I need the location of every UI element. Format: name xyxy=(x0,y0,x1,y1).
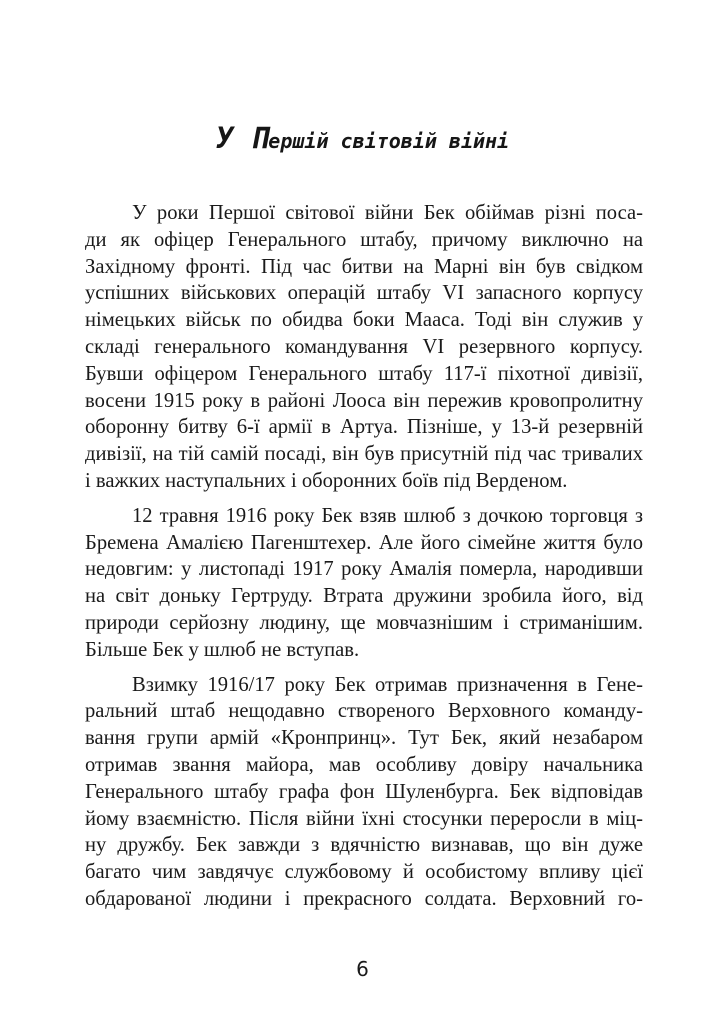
paragraph xyxy=(85,672,643,913)
text-line: восени 1915 року в районі Лооса він пережив кровопролитну xyxy=(85,389,643,412)
paragraph xyxy=(85,503,643,664)
text-line: успішних військових операцій штабу VI запасного корпусу xyxy=(85,282,643,305)
text-line: Генерального штабу графа фон Шуленбурга. Бек відповідав xyxy=(85,780,643,803)
text-line: німецьких військ по обидва боки Мааса. Тоді він служив у xyxy=(85,309,643,332)
chapter-title-rest: ершій світовій війні xyxy=(268,129,510,153)
text-line: У роки Першої світової війни Бек обіймав різні поса- xyxy=(132,202,643,224)
text-line: вання групи армій «Кронпринц». Тут Бек, який незабаром xyxy=(85,727,643,750)
text-line: недовгим: у листопаді 1917 року Амалія померла, народивши xyxy=(85,558,643,581)
chapter-title xyxy=(0,118,725,156)
chapter-title-initial: У xyxy=(215,121,251,155)
text-line: складі генерального командування VI резервного корпусу. xyxy=(85,335,643,358)
text-line: Більше Бек у шлюб не вступав. xyxy=(85,638,360,661)
page-number: 6 xyxy=(356,957,369,981)
text-line: і важких наступальних і оборонних боїв під Верденом. xyxy=(85,469,568,492)
text-line: йому взаємністю. Після війни їхні стосунки переросли в міц- xyxy=(85,807,643,830)
text-line: Західному фронті. Під час битви на Марні він був свідком xyxy=(85,255,643,278)
paragraph xyxy=(85,200,643,495)
text-line: обдарованої людини і прекрасного солдата. Верховний го- xyxy=(85,887,643,910)
text-line: Бувши офіцером Генерального штабу 117-ї піхотної дивізії, xyxy=(85,362,643,385)
text-line: отримав звання майора, мав особливу довіру начальника xyxy=(85,753,643,776)
text-line: ди як офіцер Генерального штабу, причому виключно на xyxy=(85,228,643,251)
chapter-title-capital: П xyxy=(250,121,269,155)
text-line: 12 травня 1916 року Бек взяв шлюб з дочкою торговця з xyxy=(132,504,643,527)
text-line: на світ доньку Гертруду. Втрата дружини зробила його, від xyxy=(85,585,643,608)
text-line: ну дружбу. Бек завжди з вдячністю визнавав, що він дуже xyxy=(85,834,643,857)
body-text xyxy=(85,200,643,921)
text-line: оборонну битву 6-ї армії в Артуа. Пізніше, у 13-й резервній xyxy=(85,416,643,439)
text-line: Взимку 1916/17 року Бек отримав призначення в Гене- xyxy=(132,673,643,696)
text-line: багато чим завдячує службовому й особистому впливу цієї xyxy=(85,861,643,884)
text-line: природи серйозну людину, ще мовчазнішим і стриманішим. xyxy=(85,611,643,634)
text-line: ральний штаб нещодавно створеного Верховного команду- xyxy=(85,700,643,723)
text-line: Бремена Амалією Пагенштехер. Але його сімейне життя було xyxy=(85,531,643,554)
text-line: дивізії, на тій самій посаді, він був присутній під час тривалих xyxy=(85,443,643,466)
